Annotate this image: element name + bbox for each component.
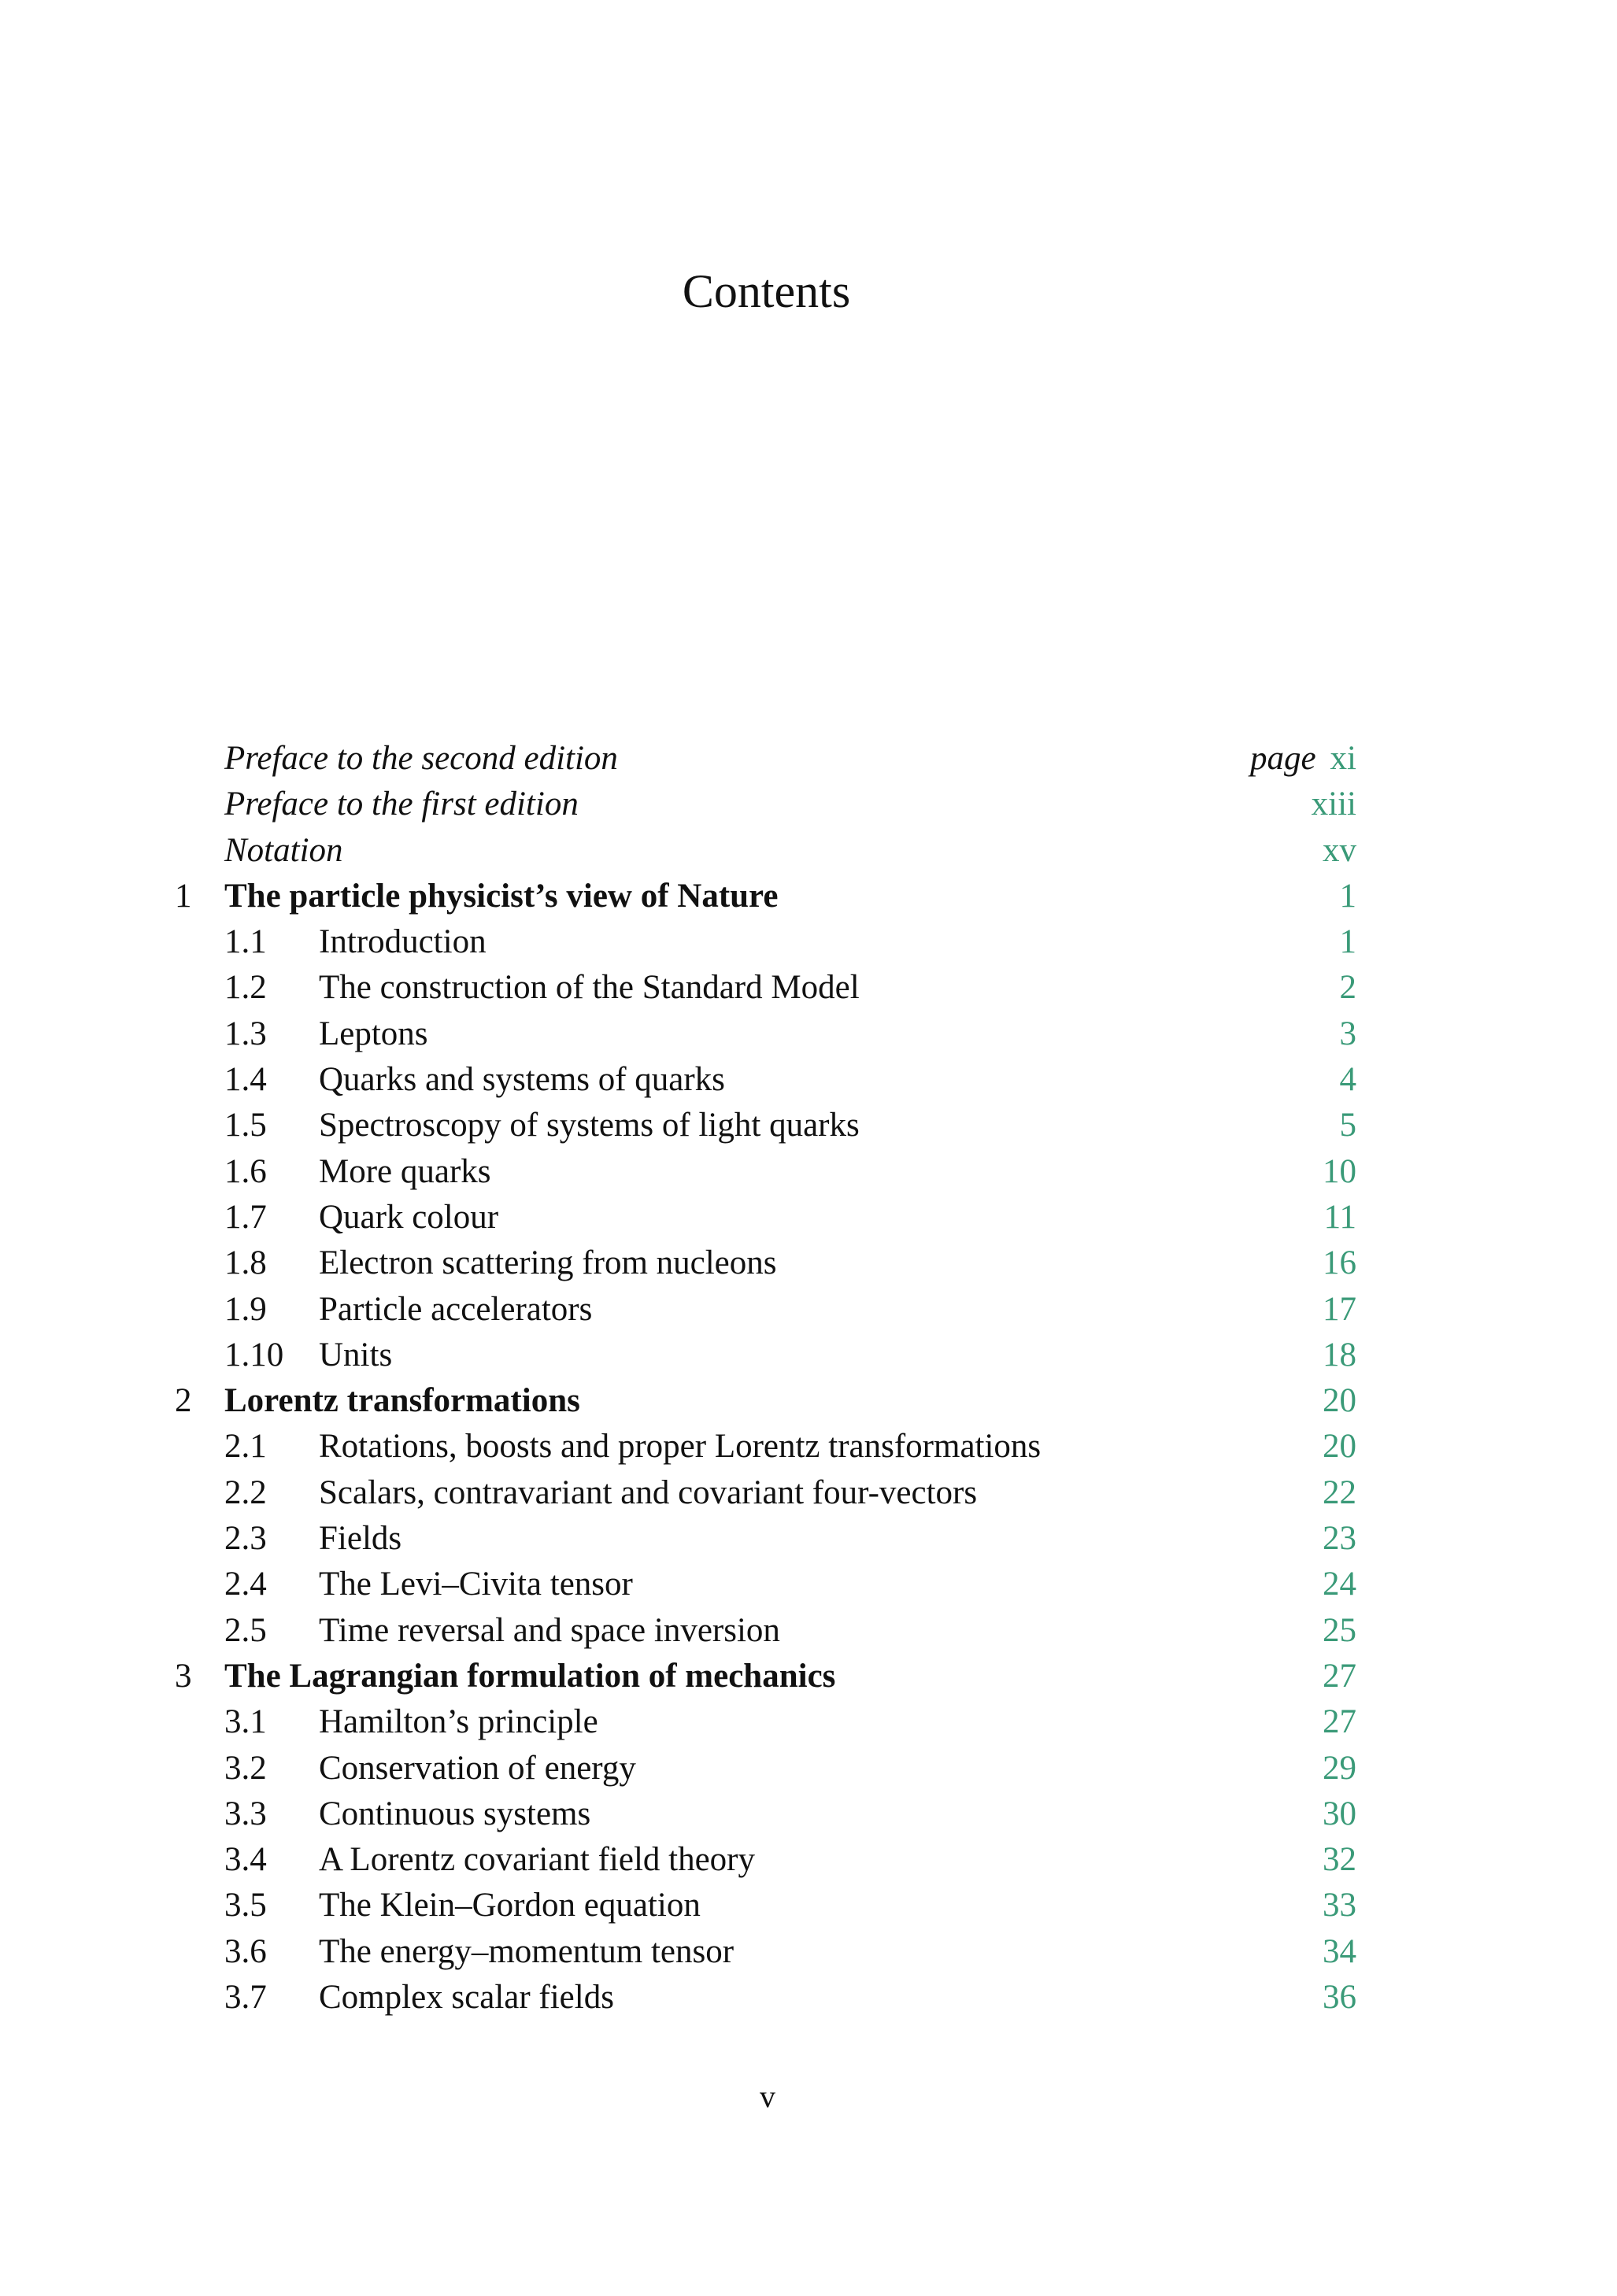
toc-section-title: Leptons [319,1015,428,1052]
toc-section-entry [0,1975,1617,2021]
toc-page-link[interactable]: 18 [1323,1336,1356,1374]
toc-page-link[interactable]: 23 [1323,1520,1356,1558]
toc-page-link[interactable] [1312,782,1356,827]
toc-section-number: 1.9 [224,1290,267,1328]
toc-section-number: 3.4 [224,1841,267,1879]
toc-page-link[interactable]: 30 [1323,1795,1356,1832]
toc-page-link[interactable] [1250,736,1356,782]
toc-page-number: xi [1330,740,1356,777]
toc-section-title: Time reversal and space inversion [319,1611,780,1649]
toc-section-number: 1.1 [224,923,267,961]
toc-section-title: Rotations, boosts and proper Lorentz transformations [319,1428,1042,1466]
toc-page-link[interactable] [1323,828,1356,874]
table-of-contents [0,736,1617,2021]
toc-section-title: The construction of the Standard Model [319,969,860,1007]
toc-section-number: 1.5 [224,1107,267,1144]
toc-section-number: 3.7 [224,1979,267,2017]
toc-section-entry [0,1333,1617,1378]
toc-page-link[interactable]: 5 [1339,1107,1356,1144]
toc-section-entry [0,1240,1617,1286]
toc-page-link[interactable]: 29 [1323,1749,1356,1787]
toc-section-number: 3.3 [224,1795,267,1832]
toc-chapter-title: The particle physicist’s view of Nature [224,877,779,915]
toc-section-number: 1.8 [224,1244,267,1282]
toc-section-number: 1.6 [224,1152,267,1190]
toc-section-entry [0,1746,1617,1791]
toc-section-title: The Klein–Gordon equation [319,1887,701,1924]
toc-section-entry [0,1057,1617,1103]
toc-page-link[interactable]: 22 [1323,1473,1356,1511]
toc-chapter-entry [0,874,1617,919]
toc-chapter-number: 2 [175,1382,192,1420]
toc-section-title: Quark colour [319,1198,499,1236]
toc-chapter-entry [0,1378,1617,1424]
toc-section-entry [0,1699,1617,1745]
toc-chapter-entry [0,1654,1617,1699]
toc-section-title: Hamilton’s principle [319,1703,598,1741]
toc-entry-title: Notation [224,831,343,869]
toc-section-title: The energy–momentum tensor [319,1932,734,1970]
toc-section-entry [0,1470,1617,1516]
toc-section-title: Introduction [319,923,487,961]
toc-entry-title: Preface to the second edition [224,740,618,777]
toc-section-number: 1.2 [224,969,267,1007]
toc-section-entry [0,1608,1617,1654]
toc-page-link[interactable]: 4 [1339,1061,1356,1099]
toc-section-entry [0,919,1617,965]
toc-section-number: 1.3 [224,1015,267,1052]
toc-section-title: Units [319,1336,393,1374]
toc-section-entry [0,1287,1617,1333]
toc-page-link[interactable]: 11 [1323,1198,1356,1236]
toc-section-number: 1.10 [224,1336,284,1374]
toc-section-title: Scalars, contravariant and covariant four-vectors [319,1473,978,1511]
toc-page-link[interactable]: 24 [1323,1566,1356,1603]
toc-section-entry [0,1103,1617,1148]
toc-section-number: 2.4 [224,1566,267,1603]
toc-section-entry [0,1791,1617,1837]
page-title: Contents [682,265,851,317]
toc-chapter-number: 3 [175,1657,192,1695]
toc-section-entry [0,1516,1617,1562]
page-number-folio: v [760,2079,775,2114]
toc-section-number: 2.1 [224,1428,267,1466]
toc-section-title: Continuous systems [319,1795,591,1832]
toc-page-link[interactable]: 27 [1323,1703,1356,1741]
toc-page-number: xv [1323,831,1356,869]
toc-page-link[interactable]: 34 [1323,1932,1356,1970]
toc-page-link[interactable]: 20 [1323,1428,1356,1466]
toc-page-link[interactable]: 20 [1323,1382,1356,1420]
toc-front-matter-entry [0,736,1617,782]
toc-section-number: 2.3 [224,1520,267,1558]
toc-section-entry [0,1011,1617,1057]
toc-section-title: More quarks [319,1152,491,1190]
toc-section-number: 1.4 [224,1061,267,1099]
toc-section-title: The Levi–Civita tensor [319,1566,633,1603]
toc-page-link[interactable]: 3 [1339,1015,1356,1052]
page-prefix-label: page [1249,740,1316,777]
toc-section-entry [0,1562,1617,1607]
toc-page-link[interactable]: 1 [1339,877,1356,915]
toc-front-matter-entry [0,782,1617,827]
toc-section-title: Spectroscopy of systems of light quarks [319,1107,860,1144]
toc-chapter-title: Lorentz transformations [224,1382,580,1420]
toc-section-title: Complex scalar fields [319,1979,614,2017]
toc-section-number: 2.2 [224,1473,267,1511]
toc-section-entry [0,965,1617,1011]
toc-section-title: Quarks and systems of quarks [319,1061,725,1099]
toc-section-title: Electron scattering from nucleons [319,1244,777,1282]
toc-page-link[interactable]: 32 [1323,1841,1356,1879]
toc-entry-title: Preface to the first edition [224,786,579,823]
toc-page-link[interactable]: 10 [1323,1152,1356,1190]
toc-chapter-number: 1 [175,877,192,915]
toc-section-number: 3.6 [224,1932,267,1970]
toc-section-entry [0,1424,1617,1470]
toc-section-title: Fields [319,1520,402,1558]
toc-section-number: 3.1 [224,1703,267,1741]
toc-front-matter-entry [0,828,1617,874]
toc-page-number: xiii [1311,786,1356,823]
toc-page-link[interactable]: 27 [1323,1657,1356,1695]
toc-page-link[interactable]: 17 [1323,1290,1356,1328]
toc-section-entry [0,1883,1617,1928]
toc-section-number: 2.5 [224,1611,267,1649]
toc-section-title: Particle accelerators [319,1290,593,1328]
toc-page-link[interactable]: 16 [1323,1244,1356,1282]
toc-section-entry [0,1195,1617,1240]
toc-section-entry [0,1149,1617,1195]
toc-page-link[interactable]: 1 [1339,923,1356,961]
toc-page-link[interactable]: 2 [1339,969,1356,1007]
toc-section-title: A Lorentz covariant field theory [319,1841,756,1879]
toc-section-number: 1.7 [224,1198,267,1236]
toc-page-link[interactable]: 25 [1323,1611,1356,1649]
toc-section-entry [0,1929,1617,1975]
toc-section-title: Conservation of energy [319,1749,636,1787]
toc-chapter-title: The Lagrangian formulation of mechanics [224,1657,836,1695]
toc-page-link[interactable]: 33 [1323,1887,1356,1924]
toc-section-number: 3.2 [224,1749,267,1787]
toc-page-link[interactable]: 36 [1323,1979,1356,2017]
toc-section-entry [0,1837,1617,1883]
toc-section-number: 3.5 [224,1887,267,1924]
